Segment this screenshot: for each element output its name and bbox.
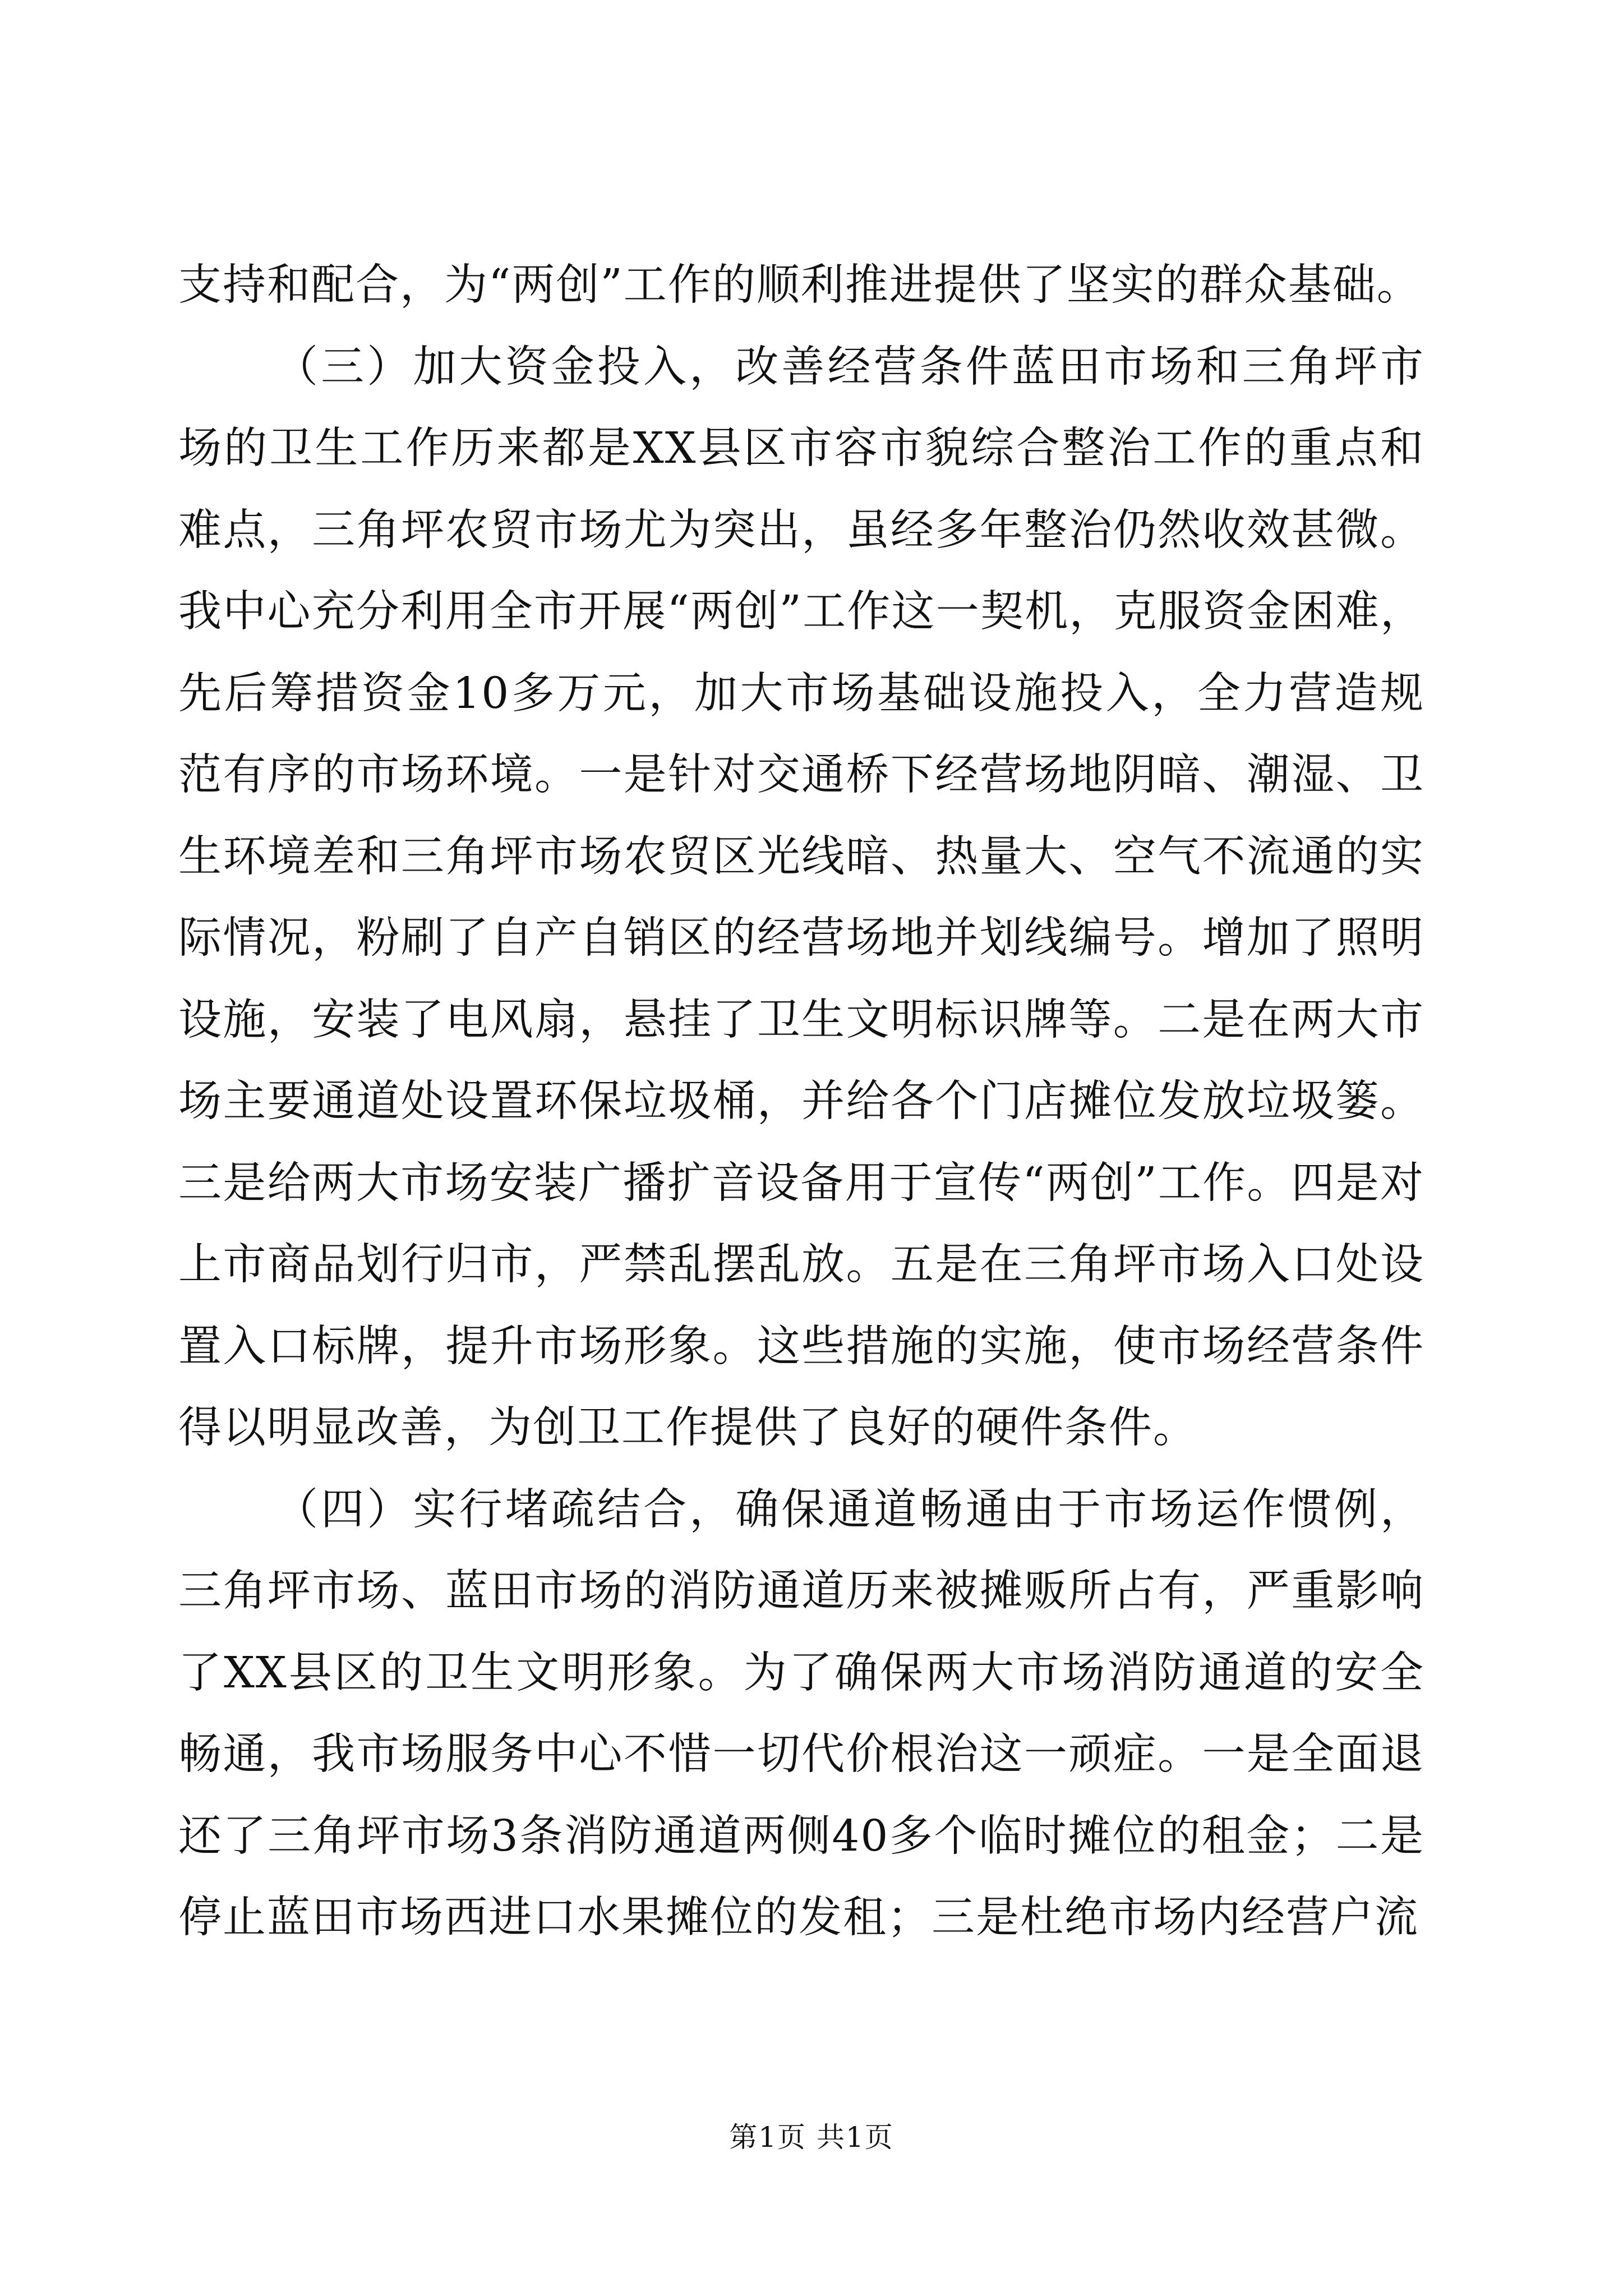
page-footer: 第1页 共1页 <box>729 2121 894 2154</box>
document-body <box>178 245 1424 1959</box>
paragraph-section-3: （三）加大资金投入，改善经营条件蓝田市场和三角坪市场的卫生工作历来都是XX县区市容市貌综合整治工作的重点和难点，三角坪农贸市场尤为突出，虽经多年整治仍然收效甚微。我中心充分利用全市开展“两创”工作这一契机，克服资金困难，先后筹措资金10多万元，加大市场基础设施投入，全力营造规范有序的市场环境。一是针对交通桥下经营场地阴暗、潮湿、卫生环境差和三角坪市场农贸区光线暗、热量大、空气不流通的实际情况，粉刷了自产自销区的经营场地并划线编号。增加了照明设施，安装了电风扇，悬挂了卫生文明标识牌等。二是在两大市场主要通道处设置环保垃圾桶，并给各个门店摊位发放垃圾篓。三是给两大市场安装广播扩音设备用于宣传“两创”工作。四是对上市商品划行归市，严禁乱摆乱放。五是在三角坪市场入口处设置入口标牌，提升市场形象。这些措施的实施，使市场经营条件得以明显改善，为创卫工作提供了良好的硬件条件。 <box>178 342 1424 1453</box>
paragraph-continuation: 支持和配合，为“两创”工作的顺利推进提供了坚实的群众基础。 <box>178 260 1421 310</box>
paragraph-section-4: （四）实行堵疏结合，确保通道畅通由于市场运作惯例，三角坪市场、蓝田市场的消防通道历来被摊贩所占有，严重影响了XX县区的卫生文明形象。为了确保两大市场消防通道的安全畅通，我市场服务中心不惜一切代价根治这一顽症。一是全面退还了三角坪市场3条消防通道两侧40多个临时摊位的租金；二是停止蓝田市场西进口水果摊位的发租；三是杜绝市场内经营户流 <box>178 1484 1424 1943</box>
